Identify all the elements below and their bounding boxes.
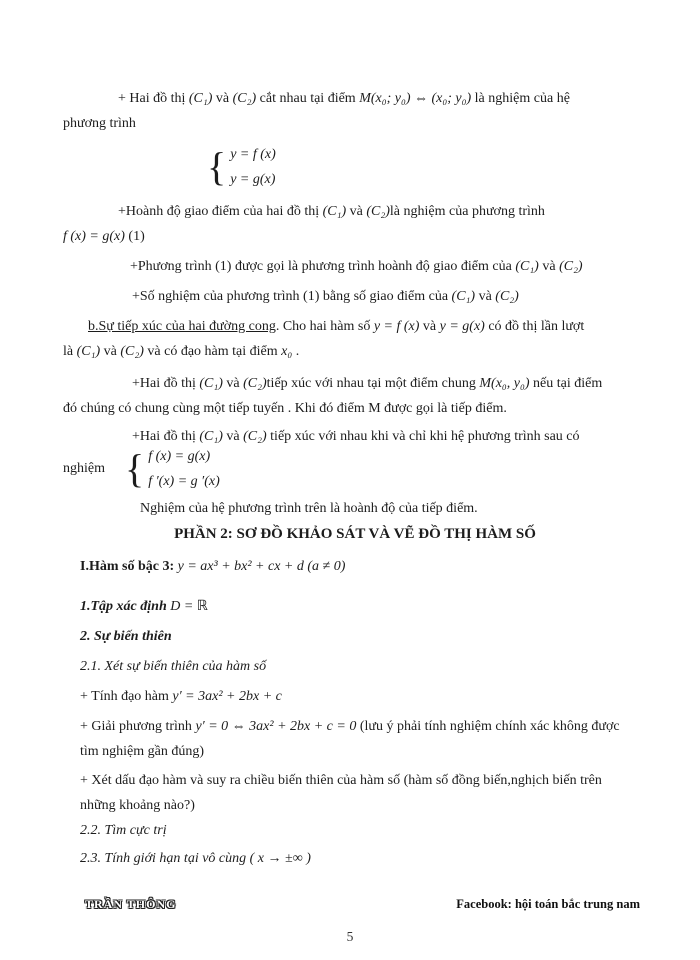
equation-system-tangency [63, 444, 647, 494]
paragraph-derivative-sign: + Xét dấu đạo hàm và suy ra chiều biến thiên của hàm số (hàm số đồng biến,nghịch biến trên những khoảng nào?) [80, 773, 602, 813]
equation-system-y-fg [207, 142, 647, 192]
page-number: 5 [346, 929, 354, 944]
equation-row: y = f (x) [230, 147, 276, 162]
paragraph-intersection-definition: + Hai đồ thị (C₁) và (C₂) cắt nhau tại điểm M(x₀; y₀) ⇔ (x₀; y₀) là nghiệm của hệ phương trình [63, 91, 570, 131]
footer-facebook: Facebook: hội toán bắc trung nam [456, 897, 640, 911]
paragraph-tangency-condition: +Hai đồ thị (C₁) và (C₂) tiếp xúc với nhau khi và chỉ khi hệ phương trình sau có [132, 429, 580, 444]
paragraph-domain: 1.Tập xác định D = ℝ [80, 599, 208, 614]
paragraph-variation-examine: 2.1. Xét sự biến thiên của hàm số [80, 659, 267, 674]
system-label-nghiem: nghiệm [63, 461, 105, 476]
paragraph-cubic-function: I.Hàm số bậc 3: y = ax³ + bx² + cx + d (a ≠ 0) [80, 559, 346, 574]
paragraph-tangency-root: Nghiệm của hệ phương trình trên là hoành độ của tiếp điểm. [140, 501, 478, 516]
equation-row: y = g(x) [230, 172, 276, 187]
paragraph-extrema: 2.2. Tìm cực trị [80, 823, 167, 838]
left-brace-symbol: { [207, 144, 227, 189]
paragraph-solve-derivative: + Giải phương trình y′ = 0 ⇔ 3ax² + 2bx + c = 0 (lưu ý phải tính nghiệm chính xác không được tìm nghiệm gần đúng) [80, 719, 620, 759]
equation-system-rows [230, 142, 276, 192]
paragraph-equation1-name: +Phương trình (1) được gọi là phương trình hoành độ giao điểm của (C₁) và (C₂) [130, 259, 583, 274]
paragraph-equation1-solution-count: +Số nghiệm của phương trình (1) bằng số giao điểm của (C₁) và (C₂) [132, 289, 519, 304]
equation-row: f (x) = g(x) [148, 449, 211, 464]
paragraph-derivative: + Tính đạo hàm y′ = 3ax² + 2bx + c [80, 689, 282, 704]
paragraph-limits-infinity: 2.3. Tính giới hạn tại vô cùng ( x → ±∞ ) [80, 851, 311, 866]
left-brace-symbol: { [125, 446, 145, 491]
equation-system-rows [148, 444, 220, 494]
paragraph-tangency-common-point: +Hai đồ thị (C₁) và (C₂)tiếp xúc với nhau tại một điểm chung M(x₀, y₀) nếu tại điểm đó chúng có chung cùng một tiếp tuyến . Khi đó điểm M được gọi là tiếp điểm. [63, 376, 603, 416]
paragraph-variation-heading: 2. Sự biến thiên [80, 629, 172, 644]
heading-part2: PHẦN 2: SƠ ĐỒ KHẢO SÁT VÀ VẼ ĐỒ THỊ HÀM SỐ [174, 526, 536, 542]
document-content [63, 86, 647, 871]
paragraph-tangency-intro: b.Sự tiếp xúc của hai đường cong. Cho hai hàm số y = f (x) và y = g(x) có đồ thị lần lượt là (C₁) và (C₂) và có đạo hàm tại điểm x₀ . [63, 319, 585, 359]
equation-row: f ′(x) = g ′(x) [148, 474, 220, 489]
footer-author: TRẦN THÔNG [85, 897, 177, 911]
paragraph-intersection-abscissa: +Hoành độ giao điểm của hai đồ thị (C₁) và (C₂)là nghiệm của phương trình f (x) = g(x) (1) [63, 204, 545, 244]
